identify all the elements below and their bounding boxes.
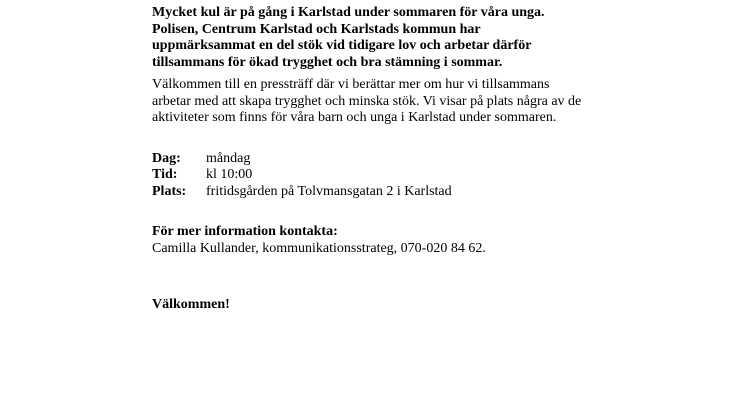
lead-line: tillsammans för ökad trygghet och bra stämning i sommar.: [152, 54, 503, 70]
day-label: Dag:: [152, 150, 181, 166]
time-value: kl 10:00: [206, 167, 253, 182]
closing-greeting: Välkommen!: [152, 297, 230, 312]
lead-line: uppmärksammat en del stök vid tidigare lov och arbetar därför: [152, 38, 532, 53]
lead-paragraph: [152, 5, 632, 71]
place-label: Plats:: [152, 183, 187, 199]
intro-line: aktiviteter som finns för våra barn och unga i Karlstad under sommaren.: [152, 110, 557, 125]
place-value: fritidsgården på Tolvmansgatan 2 i Karlstad: [206, 183, 452, 199]
intro-paragraph: [152, 77, 632, 127]
event-details: [152, 151, 632, 201]
detail-row-day: [152, 151, 632, 168]
press-invitation-document: [152, 5, 632, 314]
lead-line: Polisen, Centrum Karlstad och Karlstads kommun har: [152, 21, 481, 37]
intro-line: arbetar med att skapa trygghet och minska stök. Vi visar på plats några av de: [152, 93, 582, 109]
contact-section: [152, 224, 632, 257]
day-value: måndag: [206, 150, 251, 166]
intro-line: Välkommen till en pressträff där vi berättar mer om hur vi tillsammans: [152, 77, 550, 92]
lead-line: Mycket kul är på gång i Karlstad under sommaren för våra unga.: [152, 5, 545, 20]
contact-text: Camilla Kullander, kommunikationsstrateg, 070-020 84 62.: [152, 240, 486, 256]
contact-heading: För mer information kontakta:: [152, 224, 338, 239]
time-label: Tid:: [152, 167, 178, 182]
detail-row-place: [152, 184, 632, 201]
detail-row-time: [152, 167, 632, 184]
